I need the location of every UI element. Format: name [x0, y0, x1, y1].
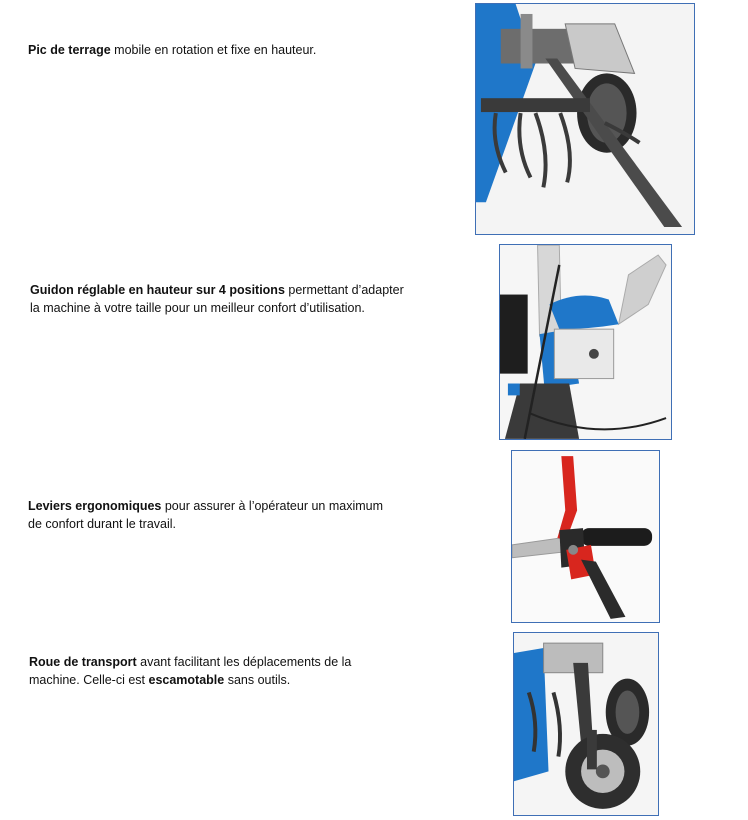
bold-text-run: escamotable [148, 673, 225, 687]
text-run: avant facilitant les déplacements de la [136, 655, 352, 669]
text-run: de confort durant le travail. [28, 517, 176, 531]
feature-line [29, 653, 351, 671]
feature-line [28, 515, 383, 533]
wheel-illustration [514, 633, 658, 815]
product-photo-control-levers [511, 450, 660, 623]
handlebar-illustration [500, 245, 671, 439]
text-run: pour assurer à l’opérateur un maximum [161, 499, 383, 513]
feature-text-guidon [30, 281, 404, 317]
product-photo-handlebar-adjuster [499, 244, 672, 440]
text-run: permettant d’adapter [284, 283, 404, 297]
levers-illustration [512, 451, 659, 622]
feature-line [29, 671, 351, 689]
feature-text-roue [29, 653, 351, 689]
bold-text-run: Leviers ergonomiques [28, 499, 162, 513]
bold-text-run: Roue de transport [29, 655, 137, 669]
bold-text-run: Guidon réglable en hauteur sur 4 positions [30, 283, 285, 297]
bold-text-run: Pic de terrage [28, 43, 111, 57]
text-run: mobile en rotation et fixe en hauteur. [110, 43, 317, 57]
feature-text-leviers [28, 497, 383, 533]
feature-line [28, 41, 316, 59]
tine-stake-illustration [476, 4, 694, 234]
text-run: la machine à votre taille pour un meilleur confort d’utilisation. [30, 301, 365, 315]
feature-line [28, 497, 383, 515]
feature-line [30, 299, 404, 317]
feature-text-pic [28, 41, 316, 59]
text-run: machine. Celle-ci est [29, 673, 149, 687]
product-photo-transport-wheel [513, 632, 659, 816]
product-photo-tine-stake [475, 3, 695, 235]
text-run: sans outils. [224, 673, 291, 687]
feature-line [30, 281, 404, 299]
